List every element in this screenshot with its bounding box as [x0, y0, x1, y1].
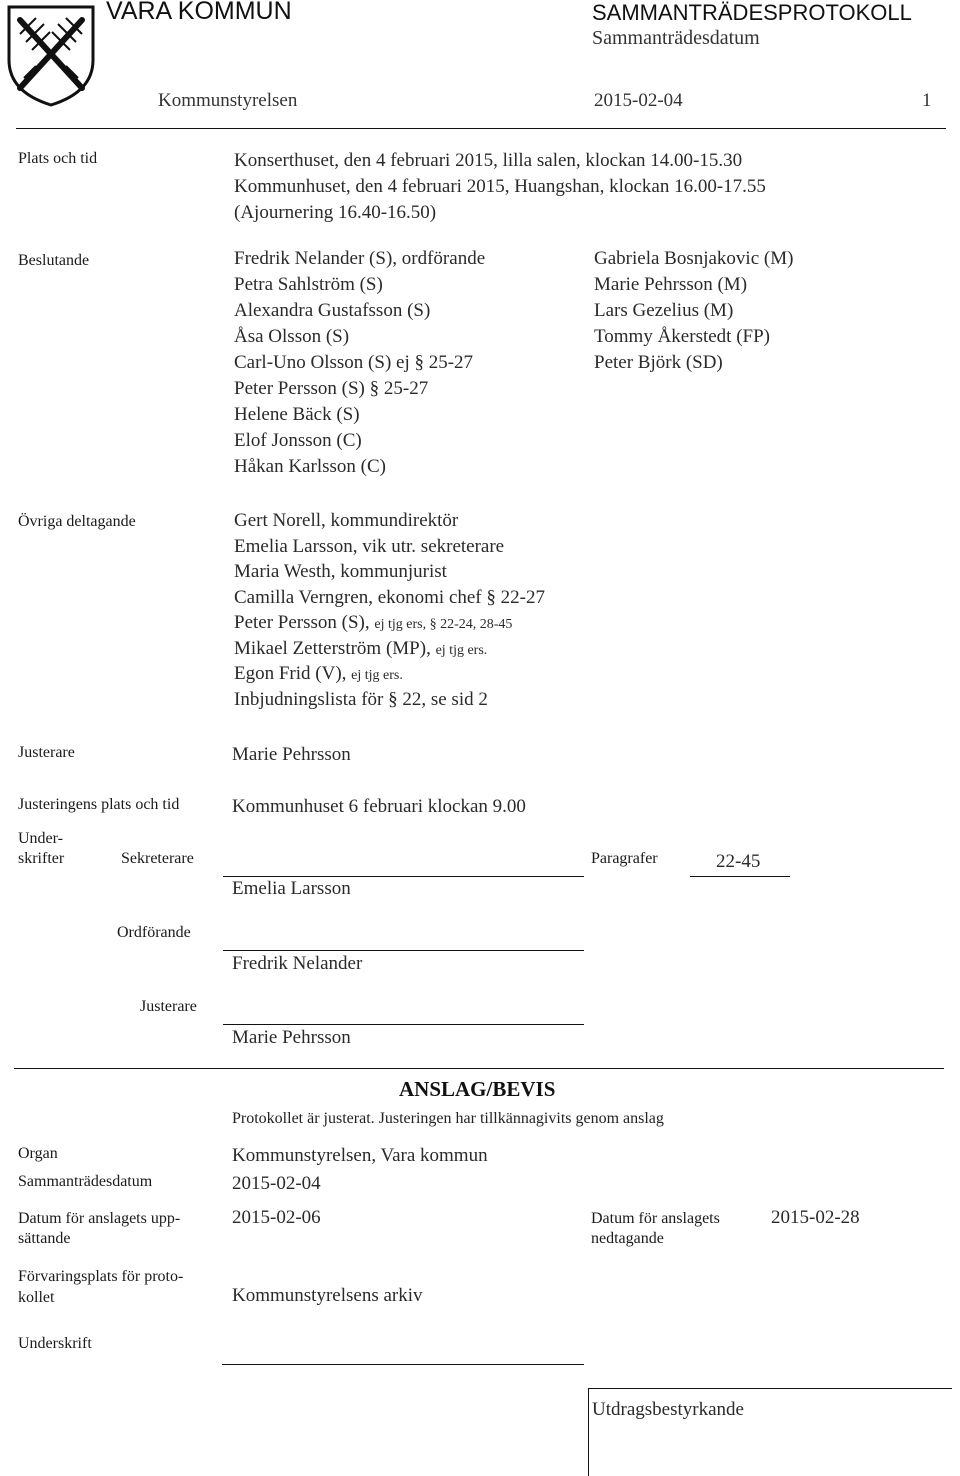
member-row: Peter Persson (S) § 25-27 [234, 378, 429, 399]
justerare-signature-line [223, 1024, 584, 1025]
member-row: Elof Jonsson (C) [234, 430, 362, 451]
sekreterare-label: Sekreterare [121, 850, 194, 867]
member-row: Peter Björk (SD) [594, 352, 723, 373]
member-row: Marie Pehrsson (M) [594, 274, 748, 295]
paragrafer-line [690, 876, 790, 877]
beslutande-column-1 [234, 246, 485, 480]
paragrafer-value: 22-45 [716, 851, 761, 872]
ordforande-name: Fredrik Nelander [232, 953, 363, 974]
justering-label: Justeringens plats och tid [18, 796, 180, 813]
participant-main: Inbjudningslista för § 22, se sid 2 [234, 688, 488, 710]
participant-row [234, 559, 545, 585]
member-row: Håkan Karlsson (C) [234, 456, 386, 477]
header-body: Kommunstyrelsen [158, 90, 298, 111]
header-divider [16, 128, 946, 129]
participant-row [234, 687, 545, 713]
member-row: Åsa Olsson (S) [234, 326, 350, 347]
member-row: Fredrik Nelander (S), ordförande [234, 248, 486, 269]
plats-line: Konserthuset, den 4 februari 2015, lilla salen, klockan 14.00-15.30 [234, 150, 743, 171]
uppsattande-label-2: sättande [18, 1230, 71, 1247]
participant-main: Maria Westh, kommunjurist [234, 561, 447, 582]
plats-line: Kommunhuset, den 4 februari 2015, Huangshan, klockan 16.00-17.55 [234, 176, 766, 197]
member-row: Lars Gezelius (M) [594, 300, 734, 321]
nedtagande-label-2: nedtagande [591, 1230, 664, 1247]
underskrift-justerare-label: Justerare [140, 998, 197, 1015]
participant-main: Emelia Larsson, vik utr. sekreterare [234, 535, 505, 557]
utdrag-box-top [588, 1388, 952, 1389]
justerare-value: Marie Pehrsson [232, 744, 351, 765]
plats-label: Plats och tid [18, 150, 98, 167]
participant-row [234, 534, 545, 560]
municipal-coat-of-arms-icon [6, 4, 96, 108]
underskrift-label: Underskrift [18, 1335, 92, 1352]
participant-row [234, 508, 545, 534]
ordforande-signature-line [223, 950, 584, 951]
uppsattande-label-1: Datum för anslagets upp- [18, 1210, 181, 1227]
underskrift-signature-line [222, 1364, 584, 1365]
organ-value: Kommunstyrelsen, Vara kommun [232, 1145, 488, 1166]
underskrift-justerare-name: Marie Pehrsson [232, 1027, 351, 1048]
participant-note: ej tjg ers, § 22-24, 28-45 [374, 617, 513, 632]
ovriga-label: Övriga deltagande [18, 513, 136, 530]
document-type: SAMMANTRÄDESPROTOKOLL [592, 0, 912, 25]
municipality-name: VARA KOMMUN [106, 0, 292, 25]
header-date-label: Sammanträdesdatum [592, 27, 760, 49]
participant-note: ej tjg ers. [435, 642, 488, 658]
underskrifter-label-2: skrifter [18, 850, 65, 867]
organ-label: Organ [18, 1145, 58, 1162]
utdrag-label: Utdragsbestyrkande [592, 1399, 744, 1420]
forvaring-value: Kommunstyrelsens arkiv [232, 1285, 423, 1306]
page-number: 1 [922, 90, 932, 111]
plats-lines [234, 148, 766, 226]
beslutande-column-2 [594, 246, 793, 376]
anslag-title: ANSLAG/BEVIS [399, 1077, 556, 1101]
justering-value: Kommunhuset 6 februari klockan 9.00 [232, 796, 526, 817]
participant-row [234, 610, 545, 636]
justerare-label: Justerare [18, 744, 75, 761]
participant-row [234, 661, 545, 687]
plats-line: (Ajournering 16.40-16.50) [234, 202, 437, 223]
sekreterare-name: Emelia Larsson [232, 878, 351, 899]
participant-main: Egon Frid (V), [234, 663, 352, 684]
underskrifter-label-1: Under- [18, 830, 63, 847]
participant-row [234, 636, 545, 662]
forvaring-label-2: kollet [18, 1289, 55, 1306]
anslag-datum-value: 2015-02-04 [232, 1173, 321, 1194]
anslag-divider [14, 1068, 944, 1069]
member-row: Carl-Uno Olsson (S) ej § 25-27 [234, 352, 474, 373]
nedtagande-label-1: Datum för anslagets [591, 1210, 720, 1227]
member-row: Helene Bäck (S) [234, 404, 360, 425]
participant-note: ej tjg ers. [351, 668, 403, 683]
paragrafer-label: Paragrafer [591, 850, 658, 867]
nedtagande-value: 2015-02-28 [771, 1207, 860, 1228]
forvaring-label-1: Förvaringsplats för proto- [18, 1268, 184, 1285]
member-row: Alexandra Gustafsson (S) [234, 300, 431, 321]
participant-main: Camilla Verngren, ekonomi chef § 22-27 [234, 586, 545, 608]
participant-main: Gert Norell, kommundirektör [234, 510, 459, 531]
sekreterare-signature-line [223, 876, 584, 877]
anslag-statement: Protokollet är justerat. Justeringen har tillkännagivits genom anslag [232, 1110, 664, 1127]
member-row: Tommy Åkerstedt (FP) [594, 326, 770, 347]
participant-main: Peter Persson (S), [234, 612, 375, 633]
header-date: 2015-02-04 [594, 90, 683, 111]
participant-main: Mikael Zetterström (MP), [234, 637, 436, 659]
ovriga-list [234, 508, 545, 712]
ordforande-label: Ordförande [117, 924, 191, 941]
beslutande-label: Beslutande [18, 252, 90, 269]
anslag-datum-label: Sammanträdesdatum [18, 1173, 153, 1190]
utdrag-box-left [588, 1388, 589, 1476]
member-row: Petra Sahlström (S) [234, 274, 383, 295]
participant-row [234, 585, 545, 611]
member-row: Gabriela Bosnjakovic (M) [594, 248, 794, 269]
uppsattande-value: 2015-02-06 [232, 1207, 321, 1228]
